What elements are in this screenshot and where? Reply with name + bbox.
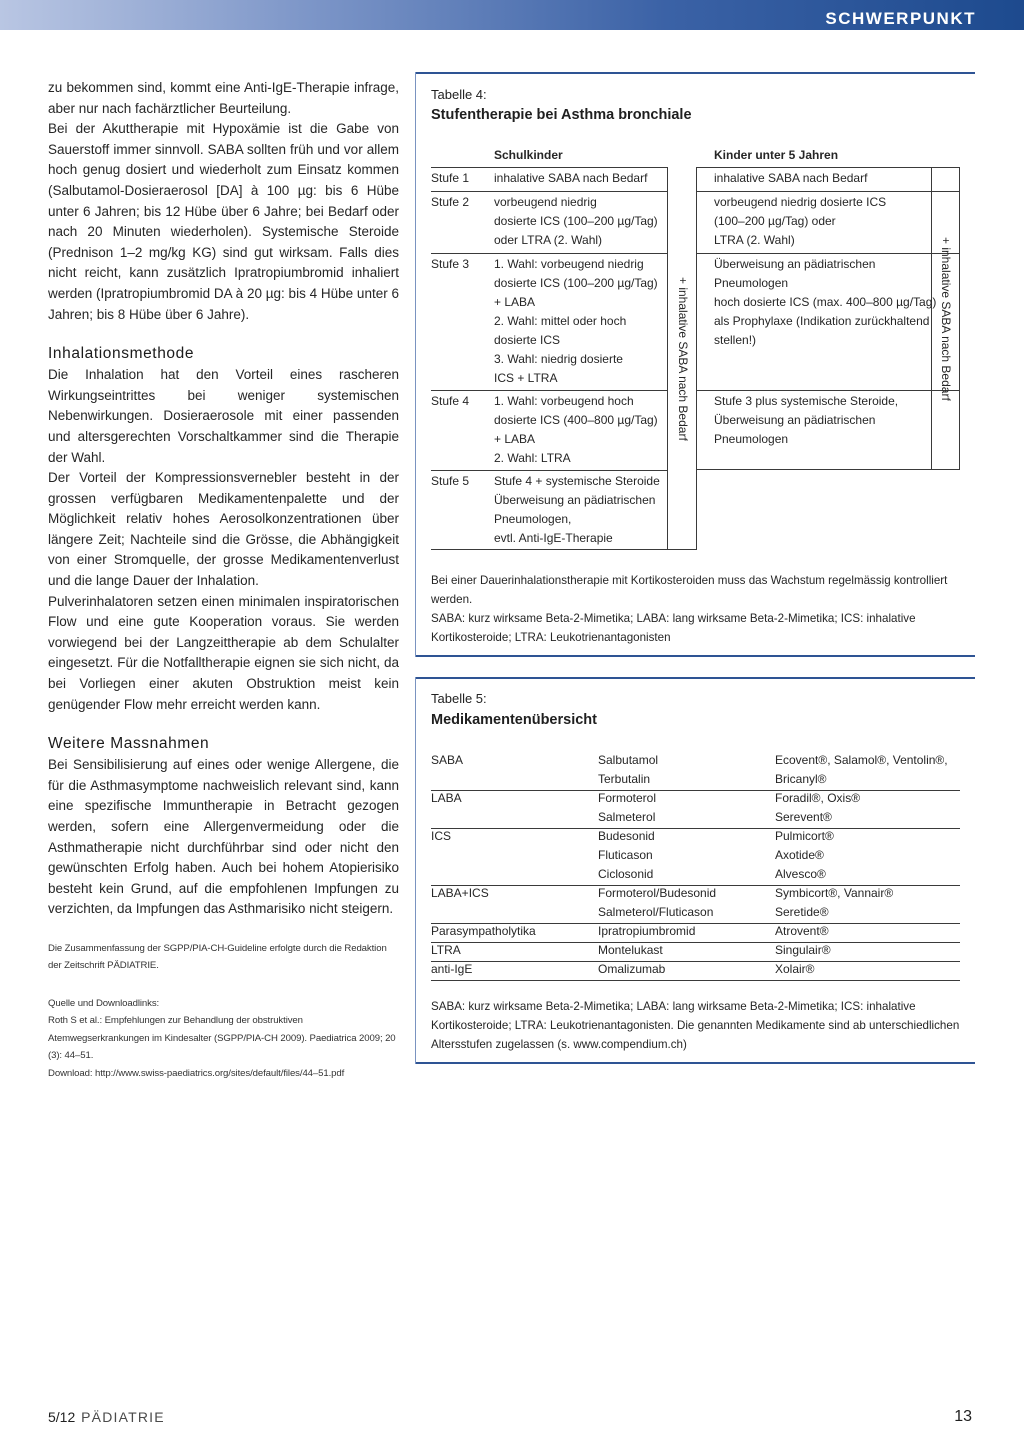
source-reference: Roth S et al.: Empfehlungen zur Behandlung der obstruktiven Atemwegserkrankungen im Kindesalter (SGPP/PIA-CH 2009). Paediatrica 2009; 20 (3): 44–51. [48,1015,396,1062]
table-rule-left [431,470,667,471]
table-row-rule [431,961,960,962]
table5-box [415,677,974,1064]
drug-class: LABA [431,791,462,805]
substance: Salbutamol [598,753,659,767]
school-cell-line: + LABA [494,295,536,309]
heading-weitere-massnahmen: Weitere Massnahmen [48,735,210,753]
substance: Ipratropiumbromid [598,924,696,938]
table5-footnote: SABA: kurz wirksame Beta-2-Mimetika; LABA: lang wirksame Beta-2-Mimetika; ICS: inhalative Kortikosteroide; LTRA: Leukotrienantagonisten. Die genannten Medikamente sind ab unterschiedlichen Altersstufen zugelassen (s. www.compendium.ch) [431,1000,960,1051]
table-rule-left [431,191,667,192]
substance: Fluticason [598,848,653,862]
issue-footer [48,1409,165,1425]
side-bar-school-left [667,167,668,550]
heading-inhalationsmethode: Inhalationsmethode [48,345,195,363]
paragraph: Bei Sensibilisierung auf eines oder wenige Allergene, die für die Asthmasymptome nachweislich relevant sind, kann eine spezifische Immuntherapie in Betracht gezogen werden, sofern eine Allergenvermeidung oder die Asthmatherapie nicht durchführbar sind oder nicht den gewünschten Erfolg haben. Auch bei hohem Atopierisiko besteht kein Grund, auf die empfohlenen Impfungen zu verzichten, da Impfungen das Asthmarisiko nicht steigern. [48,757,399,917]
substance: Formoterol [598,791,657,805]
stufe-label: Stufe 5 [431,474,470,488]
header-bar [0,0,1024,30]
school-cell-line: vorbeugend niedrig [494,195,597,209]
brand-names: Symbicort®, Vannair® [775,886,894,900]
box-top-rule [416,677,975,679]
table4-title: Stufentherapie bei Asthma bronchiale [431,107,692,123]
table-rule-right [696,469,959,470]
school-cell-line: 1. Wahl: vorbeugend niedrig [494,257,644,271]
school-cell-line: + LABA [494,432,536,446]
stufe-label: Stufe 2 [431,195,470,209]
school-cell-line: dosierte ICS (400–800 µg/Tag) [494,413,658,427]
substance: Terbutalin [598,772,651,786]
table-rule-left [431,167,667,168]
school-cell-line: inhalative SABA nach Bedarf [494,171,648,185]
table-row-rule [431,980,960,981]
kids-cell-line: Überweisung an pädiatrischen [714,413,876,427]
drug-class: SABA [431,753,464,767]
kids-cell-line: Überweisung an pädiatrischen [714,257,876,271]
box-bottom-rule [416,1062,975,1064]
side-bar-kids-right [959,167,960,470]
school-cell-line: dosierte ICS (100–200 µg/Tag) [494,214,658,228]
table5-caption: Tabelle 5: [431,691,487,706]
side-label-school: + inhalative SABA nach Bedarf [676,277,690,441]
paragraph: Die Inhalation hat den Vorteil eines rascheren Wirkungseintrittes bei weniger systemischen Nebenwirkungen. Dosieraerosole mit einer passenden und altersgerechten Vorschaltkammer sind die Therapie der Wahl. [48,367,399,465]
drug-class: LTRA [431,943,461,957]
brand-names: Alvesco® [775,867,826,881]
journal-brand: PÄDIATRIE [81,1409,165,1425]
brand-names: Singulair® [775,943,831,957]
table-rule-left [431,390,667,391]
box-top-rule [416,72,975,74]
substance: Salmeterol/Fluticason [598,905,714,919]
brand-names: Foradil®, Oxis® [775,791,861,805]
school-cell-line: oder LTRA (2. Wahl) [494,233,603,247]
download-link[interactable]: Download: http://www.swiss-paediatrics.org/sites/default/files/44–51.pdf [48,1067,345,1079]
side-label-kids: + inhalative SABA nach Bedarf [939,237,953,401]
source-block [48,995,399,1083]
table-rule-left [431,253,667,254]
school-cell-line: Pneumologen, [494,512,572,526]
paragraph: Pulverinhalatoren setzen einen minimalen inspiratorischen Flow und eine gute Kooperation voraus. Sie werden vorwiegend bei der Langzeittherapie ab dem Schulalter eingesetzt. Für die Notfalltherapie eignen sie sich nicht, da bei Vorliegen einer akuten Obstruktion meist kein genügender Flow mehr erreicht werden kann. [48,593,399,712]
drug-class: LABA+ICS [431,886,489,900]
table-row-rule [431,790,960,791]
brand-names: Seretide® [775,905,829,919]
school-cell-line: 3. Wahl: niedrig dosierte [494,352,623,366]
table-row-rule [431,942,960,943]
stufe-label: Stufe 1 [431,171,470,185]
side-bar-kids-bottom [931,469,960,470]
source-title: Quelle und Downloadlinks: [48,997,160,1009]
table4-footnote-abbreviations: SABA: kurz wirksame Beta-2-Mimetika; LABA: lang wirksame Beta-2-Mimetika; ICS: inhalative Kortikosteroide; LTRA: Leukotrienantagonisten [431,612,916,644]
kids-cell-line: als Prophylaxe (Indikation zurückhaltend [714,314,930,328]
brand-names: Bricanyl® [775,772,827,786]
table-rule-right [696,390,959,391]
stufe-label: Stufe 3 [431,257,470,271]
kids-cell-line: hoch dosierte ICS (max. 400–800 µg/Tag) [714,295,937,309]
kids-cell-line: Stufe 3 plus systemische Steroide, [714,394,899,408]
substance: Formoterol/Budesonid [598,886,717,900]
school-cell-line: 1. Wahl: vorbeugend hoch [494,394,634,408]
table-rule-right [696,167,959,168]
editorial-note: Die Zusammenfassung der SGPP/PIA-CH-Guideline erfolgte durch die Redaktion der Zeitschrift PÄDIATRIE. [48,942,387,972]
column-header-schulkinder: Schulkinder [494,148,563,162]
kids-cell-line: LTRA (2. Wahl) [714,233,795,247]
issue-number: 5/12 [48,1409,76,1425]
kids-cell-line: Pneumologen [714,432,789,446]
school-cell-line: 2. Wahl: mittel oder hoch [494,314,627,328]
drug-class: ICS [431,829,452,843]
kids-cell-line: Pneumologen [714,276,789,290]
school-cell-line: dosierte ICS (100–200 µg/Tag) [494,276,658,290]
drug-class: anti-IgE [431,962,473,976]
paragraph: Der Vorteil der Kompressionsvernebler besteht in der grossen verfügbaren Medikamentenpalette und der Möglichkeit relativ hohes Aerosolkonzentrationen über längere Zeit; Nachteile sind die Grösse, die Abhängigkeit von einer Stromquelle, der grosse Medikamentenverlust und die lange Dauer der Inhalation. [48,470,399,589]
page-number: 13 [954,1408,972,1425]
side-bar-school-bottom [667,549,697,550]
substance: Ciclosonid [598,867,654,881]
table-rule-right [696,253,959,254]
brand-names: Serevent® [775,810,832,824]
drug-class: Parasympatholytika [431,924,536,938]
school-cell-line: 2. Wahl: LTRA [494,451,571,465]
school-cell-line: Überweisung an pädiatrischen [494,493,656,507]
left-column [48,78,399,1082]
kids-cell-line: inhalative SABA nach Bedarf [714,171,868,185]
substance: Salmeterol [598,810,656,824]
paragraph: Bei der Akuttherapie mit Hypoxämie ist die Gabe von Sauerstoff immer sinnvoll. SABA sollten früh und vor allem hoch genug dosiert und wiederholt zum Einsatz kommen (Salbutamol-Dosieraerosol [DA] à 100 µg: bis 6 Hübe unter 6 Jahren; bis 12 Hübe über 6 Jahre; bei Bedarf oder nach 20 Minuten wiederholen). Systemische Steroide (Prednison 1–2 mg/kg KG) sind gut wirksam. Falls dies nicht reicht, kann zusätzlich Ipratropiumbromid inhaliert werden (Ipratropiumbromid DA à 20 µg: bis 4 Hübe unter 6 Jahren; bis 8 Hübe über 6 Jahre). [48,121,399,322]
table-row-rule [431,828,960,829]
school-cell-line: evtl. Anti-IgE-Therapie [494,531,613,545]
kids-cell-line: (100–200 µg/Tag) oder [714,214,836,228]
section-label: SCHWERPUNKT [825,9,976,28]
school-cell-line: ICS + LTRA [494,371,558,385]
school-cell-line: dosierte ICS [494,333,561,347]
paragraph: zu bekommen sind, kommt eine Anti-IgE-Therapie infrage, aber nur nach fachärztlicher Beurteilung. [48,80,399,116]
substance: Montelukast [598,943,663,957]
kids-cell-line: vorbeugend niedrig dosierte ICS [714,195,887,209]
table-rule-right [696,191,959,192]
substance: Budesonid [598,829,655,843]
school-cell-line: Stufe 4 + systemische Steroide [494,474,660,488]
side-bar-school-right [696,167,697,550]
substance: Omalizumab [598,962,666,976]
brand-names: Pulmicort® [775,829,834,843]
side-bar-kids-left [931,167,932,470]
box-bottom-rule [416,655,975,657]
table-rule-left [431,549,667,550]
table4-box [415,72,974,657]
brand-names: Xolair® [775,962,815,976]
brand-names: Atrovent® [775,924,829,938]
brand-names: Axotide® [775,848,824,862]
table4-footnote-growth: Bei einer Dauerinhalationstherapie mit Kortikosteroiden muss das Wachstum regelmässig kontrolliert werden. [431,574,948,606]
brand-names: Ecovent®, Salamol®, Ventolin®, [775,753,948,767]
kids-cell-line: stellen!) [714,333,757,347]
column-header-kinder-unter-5: Kinder unter 5 Jahren [714,148,839,162]
stufe-label: Stufe 4 [431,394,470,408]
table4-caption: Tabelle 4: [431,87,487,102]
table5-title: Medikamentenübersicht [431,712,597,728]
